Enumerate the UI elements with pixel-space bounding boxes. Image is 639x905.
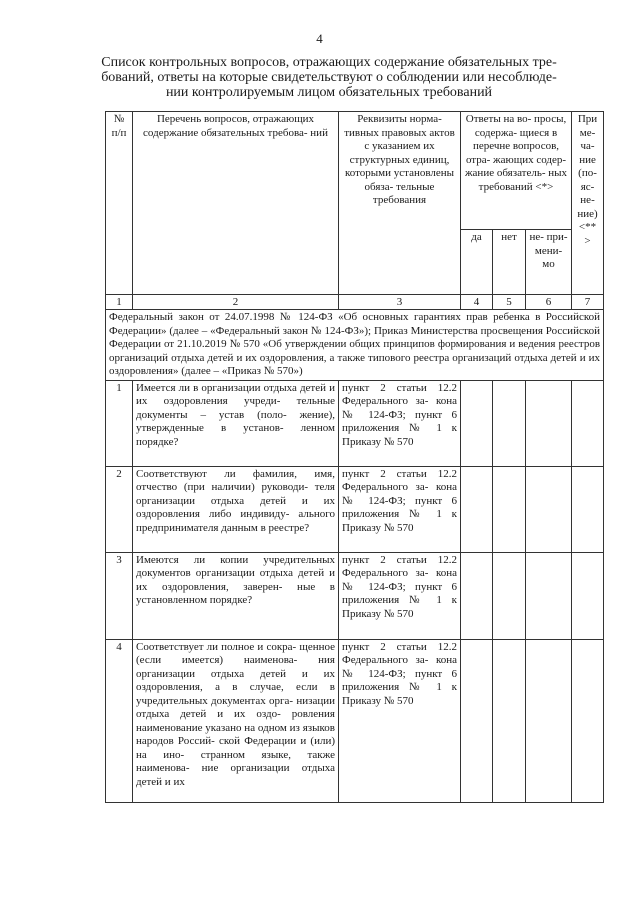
- column-number: 4: [461, 295, 493, 310]
- header-requisites: Реквизиты норма- тивных правовых актов с указанием их структурных единиц, которыми установлены обяза- тельные требования: [339, 112, 461, 295]
- answer-no-cell[interactable]: [493, 380, 526, 466]
- table-row: [106, 380, 604, 466]
- column-number: 5: [493, 295, 526, 310]
- note-cell[interactable]: [572, 639, 604, 802]
- answer-yes-cell[interactable]: [461, 466, 493, 552]
- answer-na-cell[interactable]: [526, 552, 572, 639]
- page-number: 4: [316, 31, 323, 46]
- row-requisite: пункт 2 статьи 12.2 Федерального за- кона № 124-ФЗ; пункт 6 приложения № 1 к Приказу № 570: [339, 552, 461, 639]
- row-question: Соответствует ли полное и сокра- щенное (если имеется) наименова- ния организации отдыха детей и их оздоровления, а в случае, если в учредительных документах орга- низации отдыха детей и их оздо- ровления наименование указано на одном из языков народов Россий- ской Федерации и (или) на ино- странном языке, также наименова- ние организации отдыха детей и их: [133, 639, 339, 802]
- law-intro-row: [106, 310, 604, 381]
- column-number: 7: [572, 295, 604, 310]
- header-questions: Перечень вопросов, отражающих содержание обязательных требова- ний: [133, 112, 339, 295]
- note-cell[interactable]: [572, 380, 604, 466]
- row-number: 2: [106, 466, 133, 552]
- header-note: При ме- ча- ние (по- яс- не- ние) <** >: [572, 112, 604, 295]
- column-number: 1: [106, 295, 133, 310]
- row-requisite: пункт 2 статьи 12.2 Федерального за- кона № 124-ФЗ; пункт 6 приложения № 1 к Приказу № 570: [339, 466, 461, 552]
- table-row: [106, 639, 604, 802]
- header-row: [106, 112, 604, 230]
- column-number: 2: [133, 295, 339, 310]
- answer-yes-cell[interactable]: [461, 380, 493, 466]
- answer-no-cell[interactable]: [493, 552, 526, 639]
- document-title: Список контрольных вопросов, отражающих содержание обязательных тре- бований, ответы на которые свидетельствуют о соблюдении или несоблюде- нии контролируемым лицом обязательных требований: [101, 55, 557, 100]
- checklist-table: [105, 111, 604, 803]
- answer-yes-cell[interactable]: [461, 639, 493, 802]
- row-requisite: пункт 2 статьи 12.2 Федерального за- кона № 124-ФЗ; пункт 6 приложения № 1 к Приказу № 570: [339, 380, 461, 466]
- answer-na-cell[interactable]: [526, 380, 572, 466]
- note-cell[interactable]: [572, 552, 604, 639]
- answer-na-cell[interactable]: [526, 639, 572, 802]
- header-num: № п/п: [106, 112, 133, 295]
- law-intro: Федеральный закон от 24.07.1998 № 124-ФЗ «Об основных гарантиях прав ребенка в Российской Федерации» (далее – «Федеральный закон № 124-ФЗ»); Приказ Министерства просвещения Российской Федерации от 21.10.2019 № 570 «Об утверждении общих принципов формирования и ведения реестров организаций отдыха детей и их оздоровления, а также типового реестра организаций отдыха детей и их оздоровления» (далее – «Приказ № 570»): [106, 310, 604, 381]
- row-question: Соответствуют ли фамилия, имя, отчество (при наличии) руководи- теля организации отдыха детей и их оздоровления либо индивиду- ального предпринимателя данным в реестре?: [133, 466, 339, 552]
- answer-no-cell[interactable]: [493, 466, 526, 552]
- answer-yes-cell[interactable]: [461, 552, 493, 639]
- row-requisite: пункт 2 статьи 12.2 Федерального за- кона № 124-ФЗ; пункт 6 приложения № 1 к Приказу № 570: [339, 639, 461, 802]
- header-answers: Ответы на во- просы, содержа- щиеся в перечне вопросов, отра- жающих содер- жание обязатель- ных требований <*>: [461, 112, 572, 230]
- column-number: 3: [339, 295, 461, 310]
- answer-no-cell[interactable]: [493, 639, 526, 802]
- row-question: Имеется ли в организации отдыха детей и их оздоровления учреди- тельные документы – устав (поло- жение), утвержденные в установ- ленном порядке?: [133, 380, 339, 466]
- column-number: 6: [526, 295, 572, 310]
- row-number: 3: [106, 552, 133, 639]
- header-yes: да: [461, 230, 493, 295]
- header-no: нет: [493, 230, 526, 295]
- note-cell[interactable]: [572, 466, 604, 552]
- table-row: [106, 552, 604, 639]
- table-row: [106, 466, 604, 552]
- row-number: 4: [106, 639, 133, 802]
- row-number: 1: [106, 380, 133, 466]
- answer-na-cell[interactable]: [526, 466, 572, 552]
- column-number-row: [106, 295, 604, 310]
- row-question: Имеются ли копии учредительных документов организации отдыха детей и их оздоровления, заверен- ные в установленном порядке?: [133, 552, 339, 639]
- header-na: не- при- мени- мо: [526, 230, 572, 295]
